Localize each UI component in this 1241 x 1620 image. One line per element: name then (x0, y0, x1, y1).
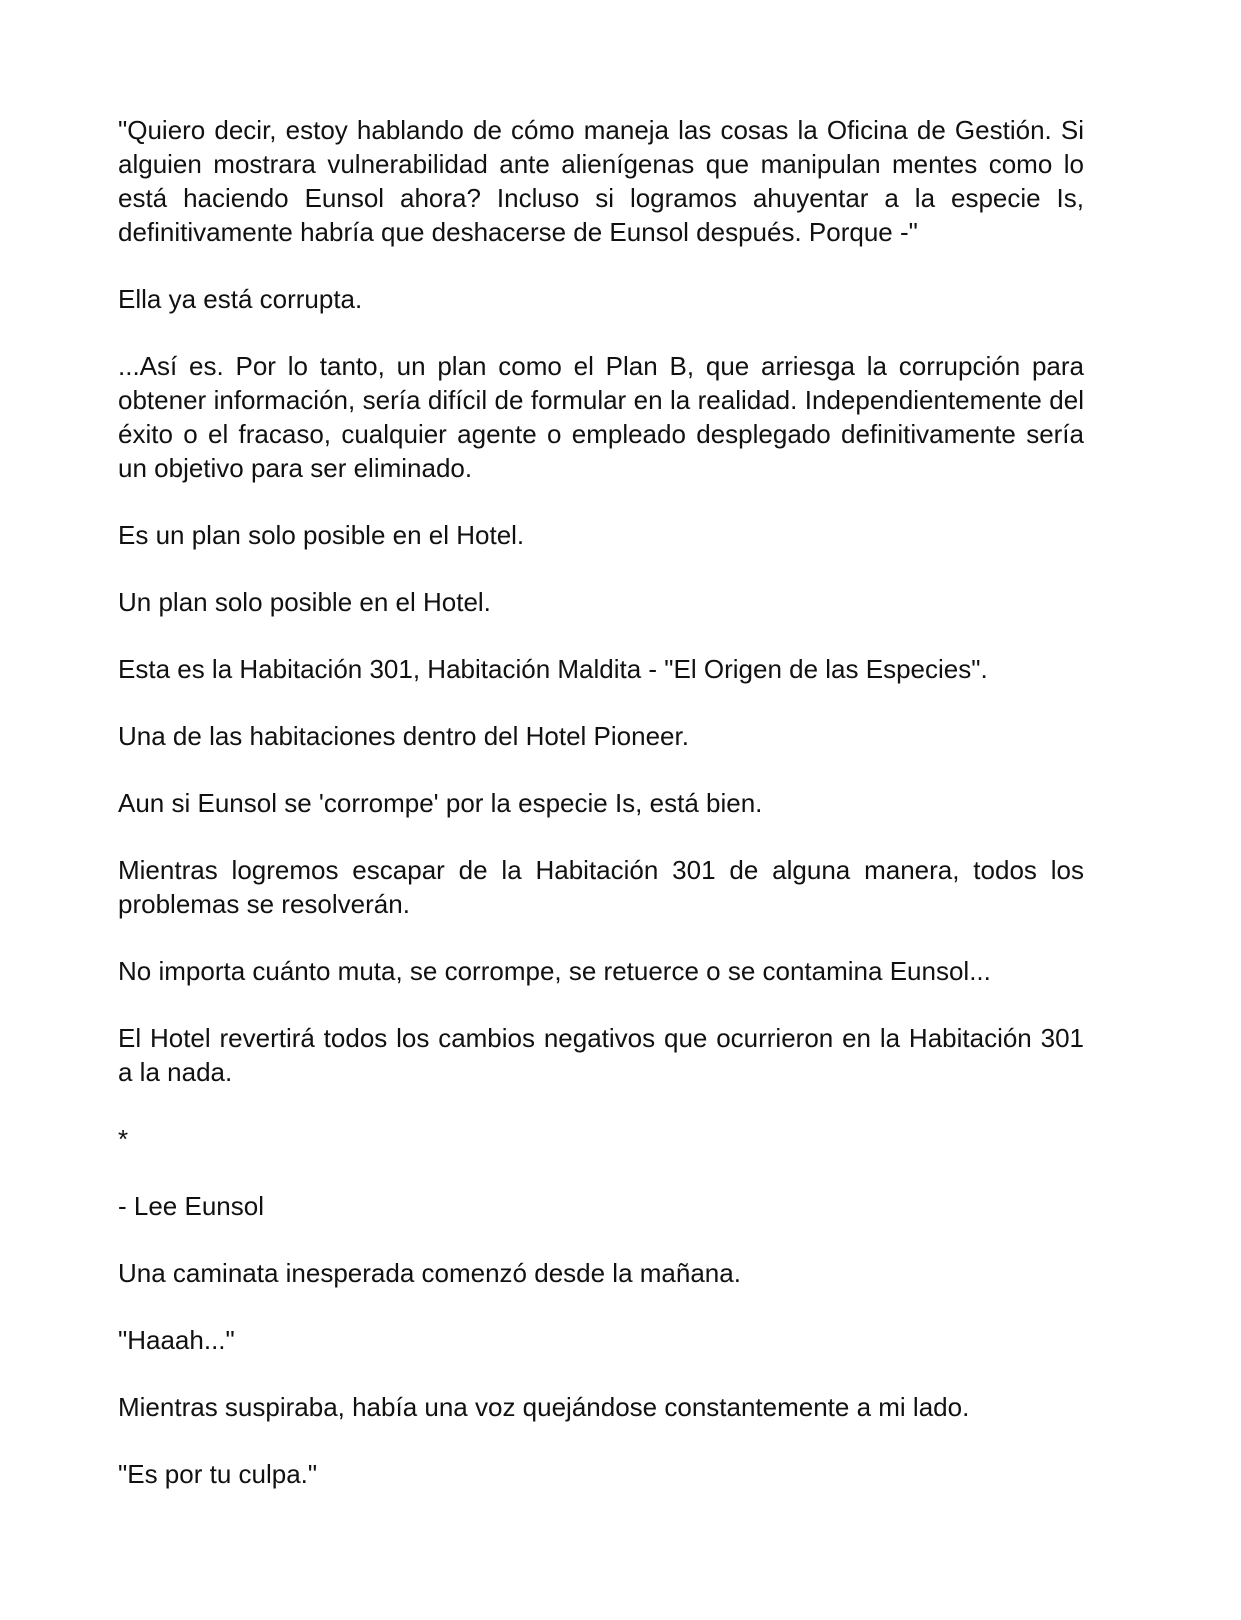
paragraph: ...Así es. Por lo tanto, un plan como el Plan B, que arriesga la corrupción para obtener información, sería difícil de formular en la realidad. Independientemente del éxito o el fracaso, cualquier agente o empleado desplegado definitivamente sería un objetivo para ser eliminado. (118, 351, 1084, 483)
paragraph: Mientras suspiraba, había una voz quejándose constantemente a mi lado. (118, 1392, 970, 1422)
paragraph: "Haaah..." (118, 1325, 235, 1355)
paragraph: Mientras logremos escapar de la Habitación 301 de alguna manera, todos los problemas se resolverán. (118, 855, 1084, 919)
paragraph: Ella ya está corrupta. (118, 284, 363, 314)
paragraph: Una caminata inesperada comenzó desde la mañana. (118, 1258, 741, 1288)
paragraph: Aun si Eunsol se 'corrompe' por la especie Is, está bien. (118, 788, 763, 818)
paragraph: Un plan solo posible en el Hotel. (118, 587, 491, 617)
page-body (118, 113, 1084, 1524)
paragraph: Es un plan solo posible en el Hotel. (118, 520, 525, 550)
paragraph: No importa cuánto muta, se corrompe, se retuerce o se contamina Eunsol... (118, 956, 991, 986)
section-heading: - Lee Eunsol (118, 1191, 264, 1221)
paragraph: Esta es la Habitación 301, Habitación Maldita - "El Origen de las Especies". (118, 654, 988, 684)
paragraph: El Hotel revertirá todos los cambios negativos que ocurrieron en la Habitación 301 a la nada. (118, 1023, 1084, 1087)
paragraph: Una de las habitaciones dentro del Hotel Pioneer. (118, 721, 689, 751)
scene-break: * (118, 1124, 129, 1154)
paragraph: "Quiero decir, estoy hablando de cómo maneja las cosas la Oficina de Gestión. Si alguien mostrara vulnerabilidad ante alienígenas que manipulan mentes como lo está haciendo Eunsol ahora? Incluso si logramos ahuyentar a la especie Is, definitivamente habría que deshacerse de Eunsol después. Porque -" (118, 115, 1084, 247)
paragraph: "Es por tu culpa." (118, 1459, 318, 1489)
